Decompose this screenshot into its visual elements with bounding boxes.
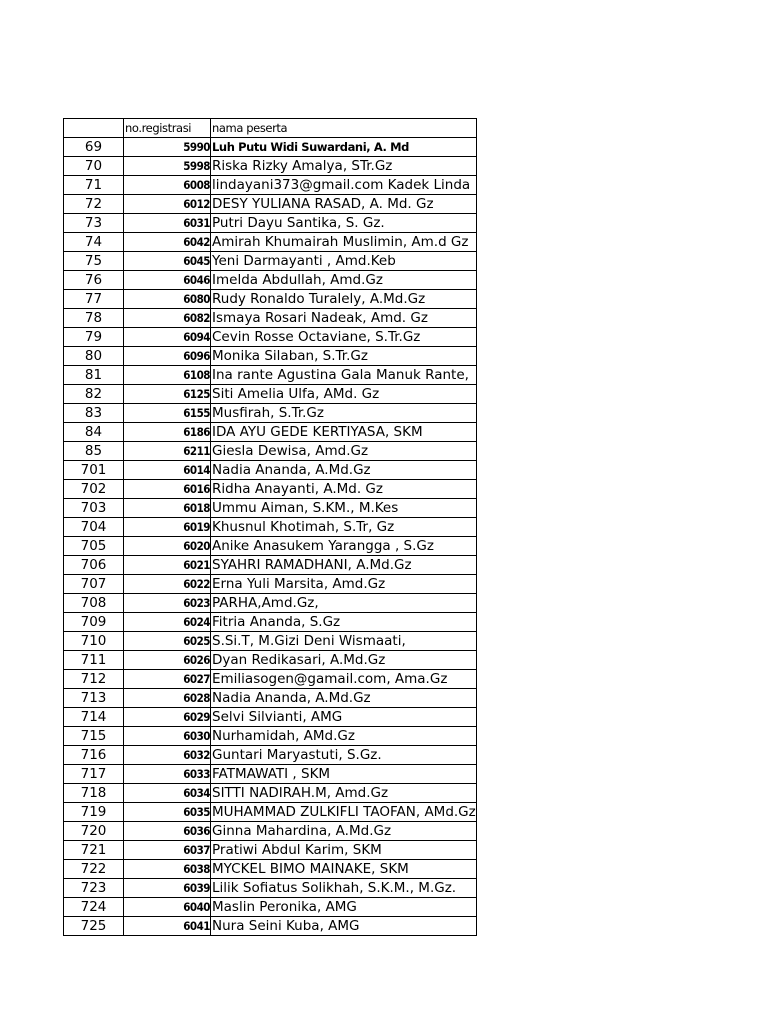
cell-participant-name[interactable]: Ina rante Agustina Gala Manuk Rante, xyxy=(211,366,477,385)
cell-participant-name[interactable]: lindayani373@gmail.com Kadek Linda xyxy=(211,176,477,195)
cell-participant-name[interactable]: MYCKEL BIMO MAINAKE, SKM xyxy=(211,860,477,879)
cell-registration-number[interactable]: 6028 xyxy=(124,689,211,708)
table-row xyxy=(64,860,477,879)
cell-row-number[interactable]: 78 xyxy=(64,309,124,328)
cell-registration-number[interactable]: 6029 xyxy=(124,708,211,727)
cell-participant-name[interactable]: Fitria Ananda, S.Gz xyxy=(211,613,477,632)
table-row xyxy=(64,765,477,784)
cell-row-number[interactable]: 81 xyxy=(64,366,124,385)
cell-registration-number[interactable]: 6032 xyxy=(124,746,211,765)
cell-registration-number[interactable]: 6014 xyxy=(124,461,211,480)
cell-registration-number[interactable]: 6027 xyxy=(124,670,211,689)
cell-registration-number[interactable]: 6108 xyxy=(124,366,211,385)
cell-registration-number[interactable]: 6020 xyxy=(124,537,211,556)
cell-participant-name[interactable]: Imelda Abdullah, Amd.Gz xyxy=(211,271,477,290)
cell-participant-name[interactable]: Lilik Sofiatus Solikhah, S.K.M., M.Gz. xyxy=(211,879,477,898)
cell-row-number[interactable]: 721 xyxy=(64,841,124,860)
cell-participant-name[interactable]: Siti Amelia Ulfa, AMd. Gz xyxy=(211,385,477,404)
cell-row-number[interactable]: 75 xyxy=(64,252,124,271)
cell-registration-number[interactable]: 6025 xyxy=(124,632,211,651)
cell-row-number[interactable]: 77 xyxy=(64,290,124,309)
table-row xyxy=(64,537,477,556)
cell-participant-name[interactable]: Nura Seini Kuba, AMG xyxy=(211,917,477,936)
table-row xyxy=(64,708,477,727)
cell-row-number[interactable]: 711 xyxy=(64,651,124,670)
cell-row-number[interactable]: 82 xyxy=(64,385,124,404)
cell-participant-name[interactable]: S.Si.T, M.Gizi Deni Wismaati, xyxy=(211,632,477,651)
cell-row-number[interactable]: 70 xyxy=(64,157,124,176)
cell-registration-number[interactable]: 5998 xyxy=(124,157,211,176)
cell-participant-name[interactable]: Emiliasogen@gamail.com, Ama.Gz xyxy=(211,670,477,689)
cell-registration-number[interactable]: 6023 xyxy=(124,594,211,613)
cell-row-number[interactable]: 710 xyxy=(64,632,124,651)
cell-participant-name[interactable]: Luh Putu Widi Suwardani, A. Md xyxy=(211,138,477,157)
cell-participant-name[interactable]: Maslin Peronika, AMG xyxy=(211,898,477,917)
cell-row-number[interactable]: 74 xyxy=(64,233,124,252)
cell-participant-name[interactable]: Ginna Mahardina, A.Md.Gz xyxy=(211,822,477,841)
cell-row-number[interactable]: 71 xyxy=(64,176,124,195)
cell-row-number[interactable]: 708 xyxy=(64,594,124,613)
table-row xyxy=(64,252,477,271)
cell-row-number[interactable]: 76 xyxy=(64,271,124,290)
table-row xyxy=(64,309,477,328)
cell-registration-number[interactable]: 6211 xyxy=(124,442,211,461)
cell-row-number[interactable]: 717 xyxy=(64,765,124,784)
cell-row-number[interactable]: 701 xyxy=(64,461,124,480)
table-row xyxy=(64,290,477,309)
cell-row-number[interactable]: 709 xyxy=(64,613,124,632)
header-cell-registration[interactable]: no.registrasi xyxy=(124,119,211,138)
table-row xyxy=(64,518,477,537)
table-row xyxy=(64,879,477,898)
cell-registration-number[interactable]: 6046 xyxy=(124,271,211,290)
participant-table-body xyxy=(64,119,477,936)
cell-participant-name[interactable]: MUHAMMAD ZULKIFLI TAOFAN, AMd.Gz xyxy=(212,804,476,820)
table-row xyxy=(64,803,477,822)
cell-row-number[interactable]: 712 xyxy=(64,670,124,689)
cell-participant-name[interactable]: PARHA,Amd.Gz, xyxy=(211,594,477,613)
table-row xyxy=(64,442,477,461)
cell-participant-name[interactable]: Rudy Ronaldo Turalely, A.Md.Gz xyxy=(211,290,477,309)
cell-row-number[interactable]: 703 xyxy=(64,499,124,518)
cell-registration-number[interactable]: 6125 xyxy=(124,385,211,404)
cell-registration-number[interactable]: 6012 xyxy=(124,195,211,214)
table-row xyxy=(64,195,477,214)
cell-registration-number[interactable]: 6008 xyxy=(124,176,211,195)
cell-participant-name[interactable]: SITTI NADIRAH.M, Amd.Gz xyxy=(211,784,477,803)
cell-registration-number[interactable]: 6019 xyxy=(124,518,211,537)
cell-registration-number[interactable]: 6031 xyxy=(124,214,211,233)
cell-registration-number[interactable]: 6037 xyxy=(124,841,211,860)
cell-participant-name[interactable]: Pratiwi Abdul Karim, SKM xyxy=(211,841,477,860)
table-row xyxy=(64,689,477,708)
cell-row-number[interactable]: 716 xyxy=(64,746,124,765)
cell-registration-number[interactable]: 6022 xyxy=(124,575,211,594)
cell-row-number[interactable]: 722 xyxy=(64,860,124,879)
table-row xyxy=(64,556,477,575)
cell-participant-name[interactable]: Yeni Darmayanti , Amd.Keb xyxy=(211,252,477,271)
table-row xyxy=(64,157,477,176)
cell-participant-name[interactable]: Selvi Silvianti, AMG xyxy=(211,708,477,727)
table-row xyxy=(64,328,477,347)
cell-registration-number[interactable]: 6186 xyxy=(124,423,211,442)
cell-registration-number[interactable]: 6080 xyxy=(124,290,211,309)
table-row xyxy=(64,214,477,233)
cell-registration-number[interactable]: 6034 xyxy=(124,784,211,803)
cell-registration-number[interactable]: 6041 xyxy=(124,917,211,936)
table-row xyxy=(64,366,477,385)
cell-row-number[interactable]: 720 xyxy=(64,822,124,841)
cell-registration-number[interactable]: 6030 xyxy=(124,727,211,746)
cell-registration-number[interactable]: 6033 xyxy=(124,765,211,784)
cell-registration-number[interactable]: 6021 xyxy=(124,556,211,575)
cell-participant-name[interactable]: Erna Yuli Marsita, Amd.Gz xyxy=(211,575,477,594)
table-row xyxy=(64,746,477,765)
cell-participant-name[interactable]: Amirah Khumairah Muslimin, Am.d Gz xyxy=(211,233,477,252)
cell-registration-number[interactable]: 6042 xyxy=(124,233,211,252)
cell-registration-number[interactable]: 6018 xyxy=(124,499,211,518)
cell-participant-name[interactable]: Nadia Ananda, A.Md.Gz xyxy=(211,689,477,708)
cell-participant-name[interactable]: Cevin Rosse Octaviane, S.Tr.Gz xyxy=(211,328,477,347)
table-row xyxy=(64,575,477,594)
table-row xyxy=(64,670,477,689)
table-row xyxy=(64,841,477,860)
cell-registration-number[interactable]: 6155 xyxy=(124,404,211,423)
cell-registration-number[interactable]: 6035 xyxy=(124,803,211,822)
table-row xyxy=(64,385,477,404)
cell-registration-number[interactable]: 6040 xyxy=(124,898,211,917)
cell-participant-name[interactable]: Monika Silaban, S.Tr.Gz xyxy=(211,347,477,366)
cell-row-number[interactable]: 718 xyxy=(64,784,124,803)
cell-participant-name[interactable]: Ridha Anayanti, A.Md. Gz xyxy=(211,480,477,499)
cell-registration-number[interactable]: 6082 xyxy=(124,309,211,328)
table-row xyxy=(64,233,477,252)
table-row xyxy=(64,423,477,442)
table-row xyxy=(64,480,477,499)
header-row xyxy=(64,119,477,138)
cell-registration-number[interactable]: 5990 xyxy=(124,138,211,157)
cell-participant-name[interactable]: Ummu Aiman, S.KM., M.Kes xyxy=(211,499,477,518)
cell-row-number[interactable]: 84 xyxy=(64,423,124,442)
table-row xyxy=(64,138,477,157)
table-row xyxy=(64,917,477,936)
cell-participant-name[interactable]: Riska Rizky Amalya, STr.Gz xyxy=(211,157,477,176)
cell-participant-name[interactable]: FATMAWATI , SKM xyxy=(211,765,477,784)
cell-registration-number[interactable]: 6016 xyxy=(124,480,211,499)
cell-participant-name[interactable]: Ismaya Rosari Nadeak, Amd. Gz xyxy=(211,309,477,328)
cell-registration-number[interactable]: 6026 xyxy=(124,651,211,670)
cell-row-number[interactable]: 714 xyxy=(64,708,124,727)
cell-row-number[interactable]: 715 xyxy=(64,727,124,746)
table-row xyxy=(64,499,477,518)
cell-registration-number[interactable]: 6094 xyxy=(124,328,211,347)
table-row xyxy=(64,176,477,195)
table-row xyxy=(64,347,477,366)
cell-row-number[interactable]: 719 xyxy=(64,803,124,822)
table-row xyxy=(64,784,477,803)
table-row xyxy=(64,404,477,423)
cell-participant-name[interactable]: IDA AYU GEDE KERTIYASA, SKM xyxy=(211,423,477,442)
cell-row-number[interactable]: 724 xyxy=(64,898,124,917)
participant-table xyxy=(63,118,477,936)
cell-participant-name[interactable]: Anike Anasukem Yarangga , S.Gz xyxy=(211,537,477,556)
table-row xyxy=(64,727,477,746)
cell-participant-name[interactable]: Dyan Redikasari, A.Md.Gz xyxy=(211,651,477,670)
cell-row-number[interactable]: 85 xyxy=(64,442,124,461)
cell-row-number[interactable]: 73 xyxy=(64,214,124,233)
cell-registration-number[interactable]: 6096 xyxy=(124,347,211,366)
cell-participant-name[interactable]: Nadia Ananda, A.Md.Gz xyxy=(211,461,477,480)
cell-participant-name[interactable]: Khusnul Khotimah, S.Tr, Gz xyxy=(211,518,477,537)
cell-row-number[interactable]: 723 xyxy=(64,879,124,898)
cell-row-number[interactable]: 706 xyxy=(64,556,124,575)
cell-row-number[interactable]: 725 xyxy=(64,917,124,936)
cell-row-number[interactable]: 69 xyxy=(64,138,124,157)
header-cell-participant-name[interactable]: nama peserta xyxy=(211,119,477,138)
table-row xyxy=(64,632,477,651)
table-row xyxy=(64,651,477,670)
cell-row-number[interactable]: 705 xyxy=(64,537,124,556)
cell-registration-number[interactable]: 6038 xyxy=(124,860,211,879)
cell-registration-number[interactable]: 6024 xyxy=(124,613,211,632)
cell-participant-name[interactable]: Musfirah, S.Tr.Gz xyxy=(211,404,477,423)
cell-row-number[interactable]: 707 xyxy=(64,575,124,594)
table-row xyxy=(64,594,477,613)
cell-row-number[interactable]: 713 xyxy=(64,689,124,708)
cell-row-number[interactable]: 704 xyxy=(64,518,124,537)
cell-row-number[interactable]: 80 xyxy=(64,347,124,366)
cell-participant-name[interactable]: DESY YULIANA RASAD, A. Md. Gz xyxy=(211,195,477,214)
cell-row-number[interactable]: 702 xyxy=(64,480,124,499)
cell-registration-number[interactable]: 6036 xyxy=(124,822,211,841)
cell-participant-name[interactable]: Nurhamidah, AMd.Gz xyxy=(211,727,477,746)
cell-registration-number[interactable]: 6045 xyxy=(124,252,211,271)
table-row xyxy=(64,822,477,841)
table-row xyxy=(64,613,477,632)
table-row xyxy=(64,898,477,917)
header-cell-number[interactable] xyxy=(64,119,124,138)
table-row xyxy=(64,271,477,290)
cell-row-number[interactable]: 72 xyxy=(64,195,124,214)
cell-participant-name[interactable]: Giesla Dewisa, Amd.Gz xyxy=(211,442,477,461)
cell-participant-name[interactable]: Guntari Maryastuti, S.Gz. xyxy=(211,746,477,765)
cell-row-number[interactable]: 79 xyxy=(64,328,124,347)
table-row xyxy=(64,461,477,480)
cell-registration-number[interactable]: 6039 xyxy=(124,879,211,898)
cell-row-number[interactable]: 83 xyxy=(64,404,124,423)
cell-participant-name[interactable]: Putri Dayu Santika, S. Gz. xyxy=(211,214,477,233)
cell-participant-name[interactable]: SYAHRI RAMADHANI, A.Md.Gz xyxy=(211,556,477,575)
